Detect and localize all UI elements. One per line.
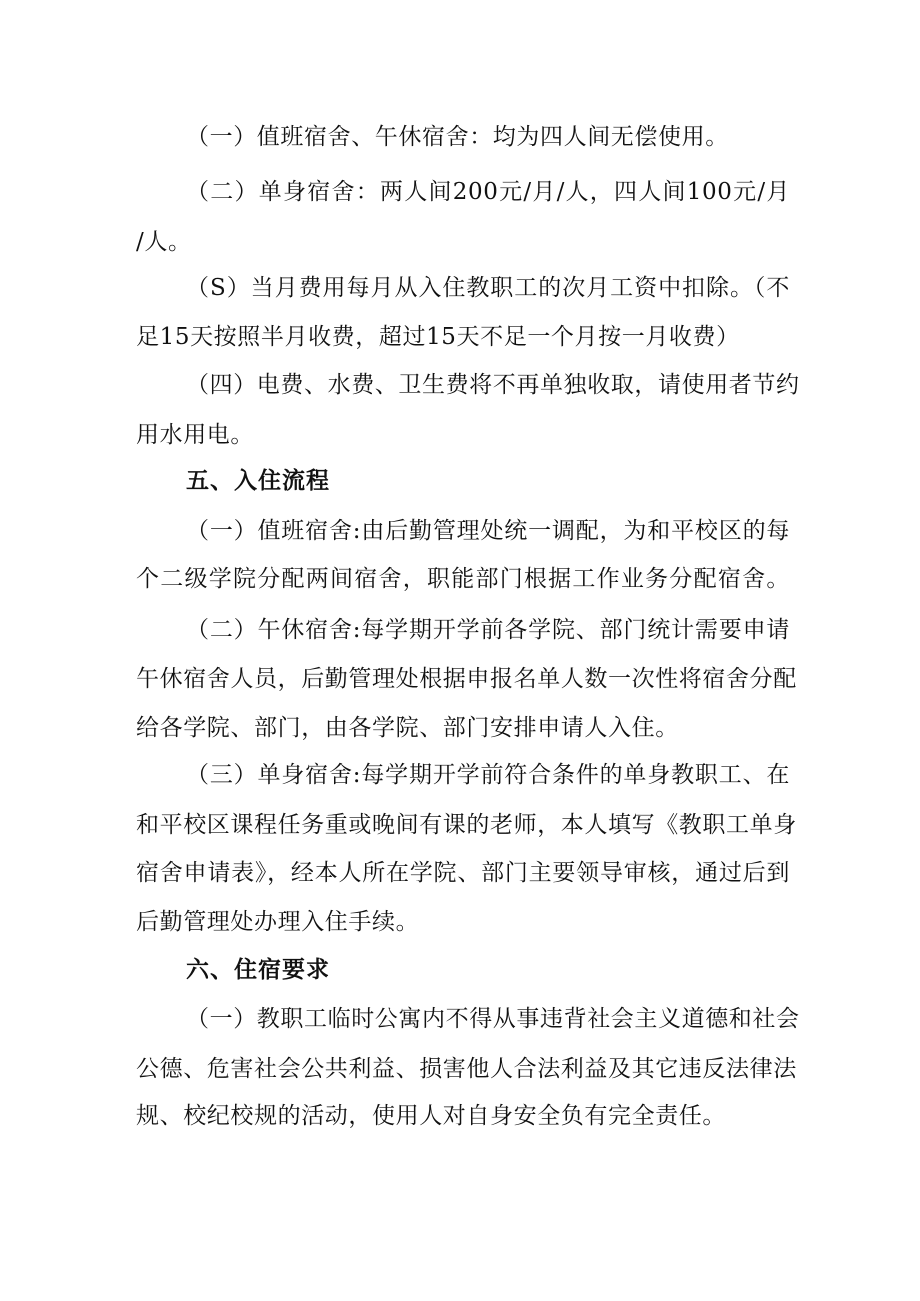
checkin-item-3-line-4: 后勤管理处办理入住手续。 [136, 909, 420, 935]
section-6-heading: 六、住宿要求 [186, 957, 330, 983]
fee-item-3-line-2: 足15天按照半月收费，超过15天不足一个月按一月收费） [136, 324, 740, 350]
rule-item-1-line-2: 公德、危害社会公共利益、损害他人合法利益及其它违反法律法 [136, 1056, 797, 1082]
fee-item-3-line-1: （S）当月费用每月从入住教职工的次月工资中扣除。（不 [186, 275, 790, 301]
fee-item-1-line-1: （一）值班宿舍、午休宿舍：均为四人间无偿使用。 [186, 124, 729, 150]
checkin-item-3-line-3: 宿舍申请表》，经本人所在学院、部门主要领导审核，通过后到 [136, 860, 790, 886]
checkin-item-2-line-3: 给各学院、部门，由各学院、部门安排申请人入住。 [136, 715, 679, 741]
checkin-item-1-line-2: 个二级学院分配两间宿舍，职能部门根据工作业务分配宿舍。 [136, 566, 790, 592]
checkin-item-2-line-1: （二）午休宿舍:每学期开学前各学院、部门统计需要申请 [186, 617, 790, 643]
checkin-item-2-line-2: 午休宿舍人员，后勤管理处根据申报名单人数一次性将宿舍分配 [136, 666, 797, 692]
checkin-item-3-line-1: （三）单身宿舍:每学期开学前符合条件的单身教职工、在 [186, 762, 790, 788]
fee-item-4-line-2: 用水用电。 [136, 422, 254, 448]
rule-item-1-line-1: （一）教职工临时公寓内不得从事违背社会主义道德和社会 [186, 1006, 800, 1032]
fee-item-4-line-1: （四）电费、水费、卫生费将不再单独收取，请使用者节约 [186, 372, 800, 398]
checkin-item-1-line-1: （一）值班宿舍:由后勤管理处统一调配，为和平校区的每 [186, 518, 790, 544]
checkin-item-3-line-2: 和平校区课程任务重或晚间有课的老师，本人填写《教职工单身 [136, 812, 797, 838]
fee-item-2-line-2: /人。 [136, 229, 192, 255]
rule-item-1-line-3: 规、校纪校规的活动，使用人对自身安全负有完全责任。 [136, 1103, 726, 1129]
fee-item-2-line-1: （二）单身宿舍：两人间200元/月/人，四人间100元/月 [186, 179, 790, 205]
section-5-heading: 五、入住流程 [186, 468, 330, 494]
